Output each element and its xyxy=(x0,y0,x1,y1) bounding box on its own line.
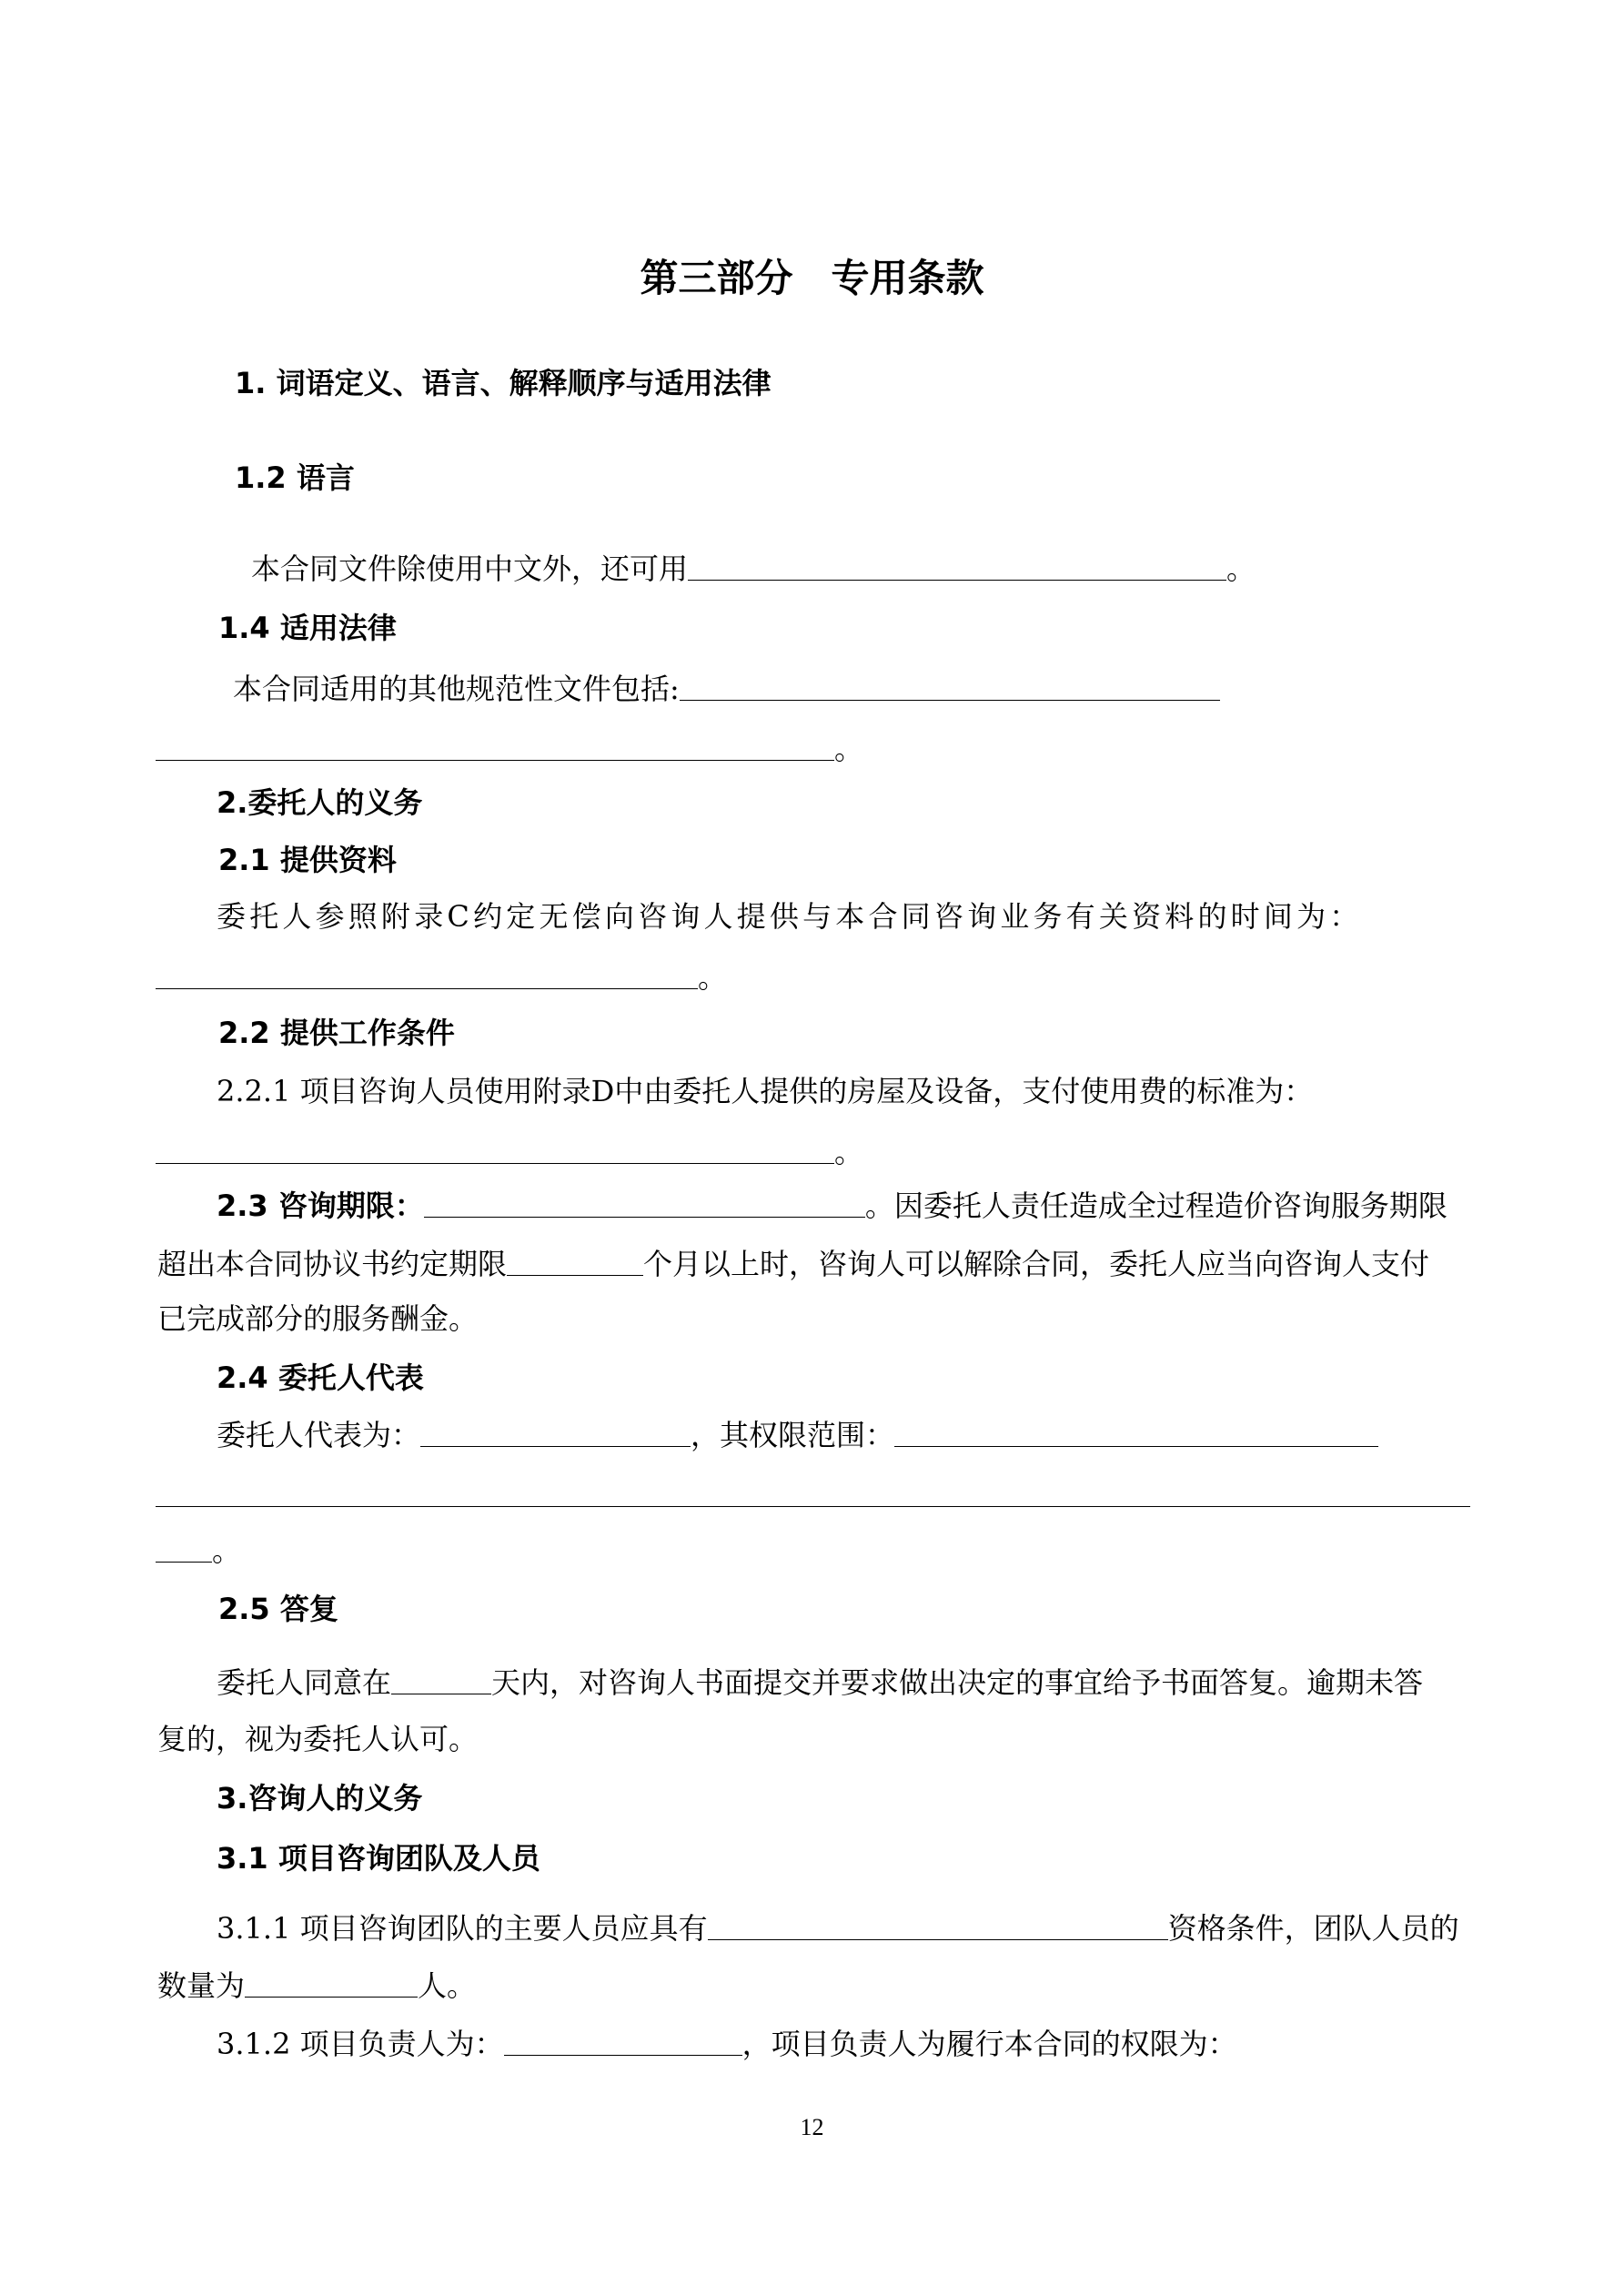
section-1-4-heading: 1.4 适用法律 xyxy=(218,611,397,645)
section-1-2-text: 本合同文件除使用中文外，还可用 xyxy=(251,551,689,586)
section-1-4-text: 本合同适用的其他规范性文件包括: xyxy=(233,672,680,706)
section-2-2-text: 2.2.1 项目咨询人员使用附录D中由委托人提供的房屋及设备，支付使用费的标准为： xyxy=(217,1074,1314,1108)
blank-data-time[interactable] xyxy=(156,961,698,989)
section-3-1-2-text2: ，项目负责人为履行本合同的权限为： xyxy=(741,2027,1237,2061)
section-2-4-heading: 2.4 委托人代表 xyxy=(217,1360,424,1395)
blank-usage-fee[interactable] xyxy=(156,1136,834,1164)
section-2-1-heading: 2.1 提供资料 xyxy=(218,843,397,877)
page-number: 12 xyxy=(800,2114,824,2140)
section-3-1-1-text4: 人。 xyxy=(418,1968,477,2003)
section-3-heading: 3.咨询人的义务 xyxy=(217,1781,423,1816)
section-1-2-line xyxy=(251,549,1256,589)
section-2-5-line2: 复的，视为委托人认可。 xyxy=(157,1722,479,1756)
blank-client-rep[interactable] xyxy=(420,1419,691,1447)
section-1-4-line2 xyxy=(156,729,863,769)
section-2-2-end: 。 xyxy=(834,1135,864,1169)
blank-months[interactable] xyxy=(507,1248,643,1276)
section-1-4-line xyxy=(233,669,1220,709)
section-2-2-heading: 2.2 提供工作条件 xyxy=(218,1016,455,1050)
section-2-4-middle: ，其权限范围： xyxy=(691,1418,895,1452)
section-2-4-end: 。 xyxy=(212,1533,242,1568)
section-2-1-end: 。 xyxy=(698,960,728,995)
section-2-5-text2: 天内，对咨询人书面提交并要求做出决定的事宜给予书面答复。逾期未答 xyxy=(491,1665,1424,1700)
section-2-4-line3 xyxy=(156,1531,241,1571)
section-3-1-2-line xyxy=(217,2024,1237,2064)
section-1-2-end: 。 xyxy=(1226,551,1256,586)
section-2-5-heading: 2.5 答复 xyxy=(218,1592,338,1626)
section-2-4-line1 xyxy=(217,1415,1378,1455)
section-3-1-1-text1: 3.1.1 项目咨询团队的主要人员应具有 xyxy=(217,1911,708,1946)
section-1-4-end: 。 xyxy=(834,732,864,766)
section-2-2-line2 xyxy=(156,1132,863,1172)
blank-consulting-period[interactable] xyxy=(424,1189,865,1218)
section-2-3-text: 。因委托人责任造成全过程造价咨询服务期限 xyxy=(864,1188,1447,1223)
section-2-5-text1: 委托人同意在 xyxy=(217,1665,392,1700)
section-3-1-1-line1 xyxy=(217,1908,1459,1948)
section-3-1-1-text3: 数量为 xyxy=(157,1968,246,2003)
section-3-1-1-line2 xyxy=(157,1966,476,2006)
section-3-1-heading: 3.1 项目咨询团队及人员 xyxy=(217,1841,540,1876)
blank-normative-docs-cont[interactable] xyxy=(156,733,834,761)
section-2-1-text: 委托人参照附录C约定无偿向咨询人提供与本合同咨询业务有关资料的时间为： xyxy=(217,899,1363,934)
section-2-4-line2 xyxy=(156,1475,1470,1515)
section-2-3-label: 2.3 咨询期限： xyxy=(217,1188,424,1223)
section-2-4-label: 委托人代表为： xyxy=(217,1418,421,1452)
section-3-1-2-text1: 3.1.2 项目负责人为： xyxy=(217,2027,504,2061)
blank-authority-scope[interactable] xyxy=(894,1419,1378,1447)
blank-authority-scope-end[interactable] xyxy=(156,1534,212,1563)
blank-project-leader[interactable] xyxy=(504,2028,742,2056)
blank-other-language[interactable] xyxy=(688,552,1226,581)
page-title: 第三部分 专用条款 xyxy=(640,256,984,300)
section-2-3-line1 xyxy=(217,1186,1447,1226)
section-2-3-line3: 已完成部分的服务酬金。 xyxy=(157,1301,479,1336)
blank-reply-days[interactable] xyxy=(391,1666,491,1694)
section-3-1-1-text2: 资格条件，团队人员的 xyxy=(1167,1911,1459,1946)
section-1-heading: 1. 词语定义、语言、解释顺序与适用法律 xyxy=(235,366,772,400)
blank-authority-scope-cont[interactable] xyxy=(156,1479,1470,1507)
section-2-1-line2 xyxy=(156,957,727,997)
section-2-heading: 2.委托人的义务 xyxy=(217,785,423,820)
section-2-3-text3: 个月以上时，咨询人可以解除合同，委托人应当向咨询人支付 xyxy=(643,1247,1430,1281)
blank-normative-docs[interactable] xyxy=(680,673,1220,701)
section-2-3-line2 xyxy=(157,1244,1429,1284)
blank-qualification[interactable] xyxy=(708,1912,1168,1940)
section-2-3-text2: 超出本合同协议书约定期限 xyxy=(157,1247,508,1281)
section-1-2-heading: 1.2 语言 xyxy=(235,460,355,495)
blank-team-size[interactable] xyxy=(245,1969,418,1998)
section-2-5-line1 xyxy=(217,1663,1423,1703)
